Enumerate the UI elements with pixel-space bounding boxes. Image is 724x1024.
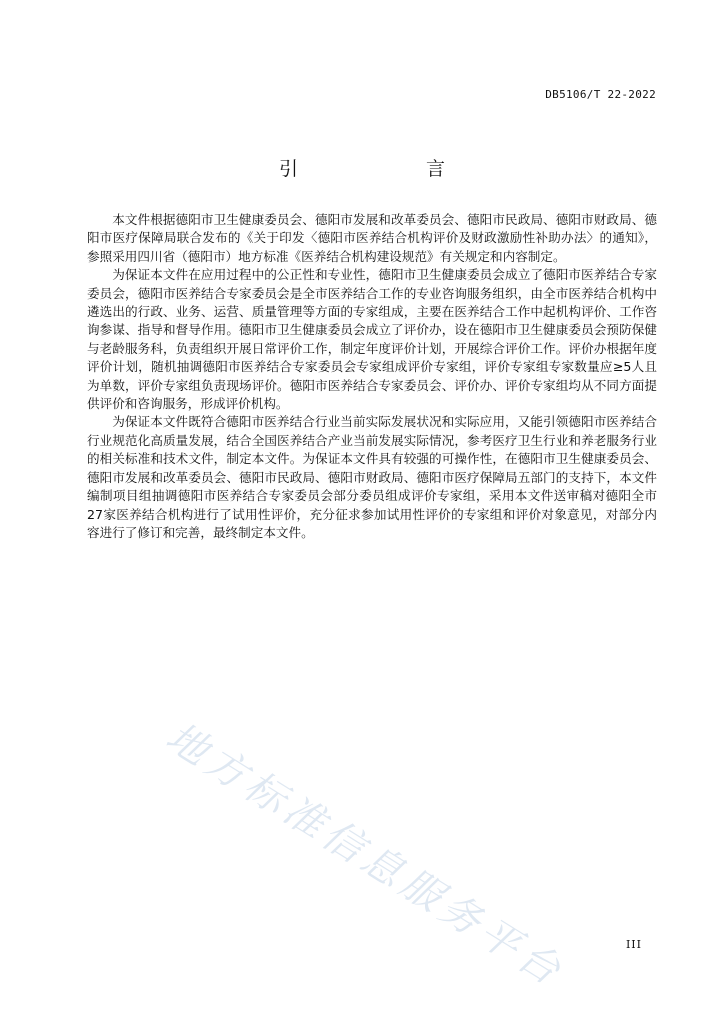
- page-title: 引 言: [278, 158, 486, 180]
- document-body: [87, 211, 657, 542]
- paragraph-2: 为保证本文件在应用过程中的公正性和专业性，德阳市卫生健康委员会成立了德阳市医养结合专家委员会，德阳市医养结合专家委员会是全市医养结合工作的专业咨询服务组织，由全市医养结合机构中遴选出的行政、业务、运营、质量管理等方面的专家组成，主要在医养结合工作中起机构评价、工作咨询参谋、指导和督导作用。德阳市卫生健康委员会成立了评价办，设在德阳市卫生健康委员会预防保健与老龄服务科，负责组织开展日常评价工作，制定年度评价计划，开展综合评价工作。评价办根据年度评价计划，随机抽调德阳市医养结合专家委员会专家组成评价专家组，评价专家组专家数量应≥5人且为单数，评价专家组负责现场评价。德阳市医养结合专家委员会、评价办、评价专家组均从不同方面提供评价和咨询服务，形成评价机构。: [87, 267, 657, 412]
- document-code: DB5106/T 22-2022: [545, 88, 656, 101]
- watermark: 地方标准信息服务平台: [157, 713, 573, 997]
- paragraph-3: 为保证本文件既符合德阳市医养结合行业当前实际发展状况和实际应用，又能引领德阳市医养结合行业规范化高质量发展，结合全国医养结合产业当前发展实际情况，参考医疗卫生行业和养老服务行业的相关标准和技术文件，制定本文件。为保证本文件具有较强的可操作性，在德阳市卫生健康委员会、德阳市发展和改革委员会、德阳市民政局、德阳市财政局、德阳市医疗保障局五部门的支持下，本文件编制项目组抽调德阳市医养结合专家委员会部分委员组成评价专家组，采用本文件送审稿对德阳全市27家医养结合机构进行了试用性评价，充分征求参加试用性评价的专家组和评价对象意见，对部分内容进行了修订和完善，最终制定本文件。: [87, 414, 657, 540]
- paragraph-1: 本文件根据德阳市卫生健康委员会、德阳市发展和改革委员会、德阳市民政局、德阳市财政局、德阳市医疗保障局联合发布的《关于印发〈德阳市医养结合机构评价及财政激励性补助办法〉的通知》，参照采用四川省（德阳市）地方标准《医养结合机构建设规范》有关规定和内容制定。: [87, 212, 657, 264]
- page-number: III: [625, 938, 642, 951]
